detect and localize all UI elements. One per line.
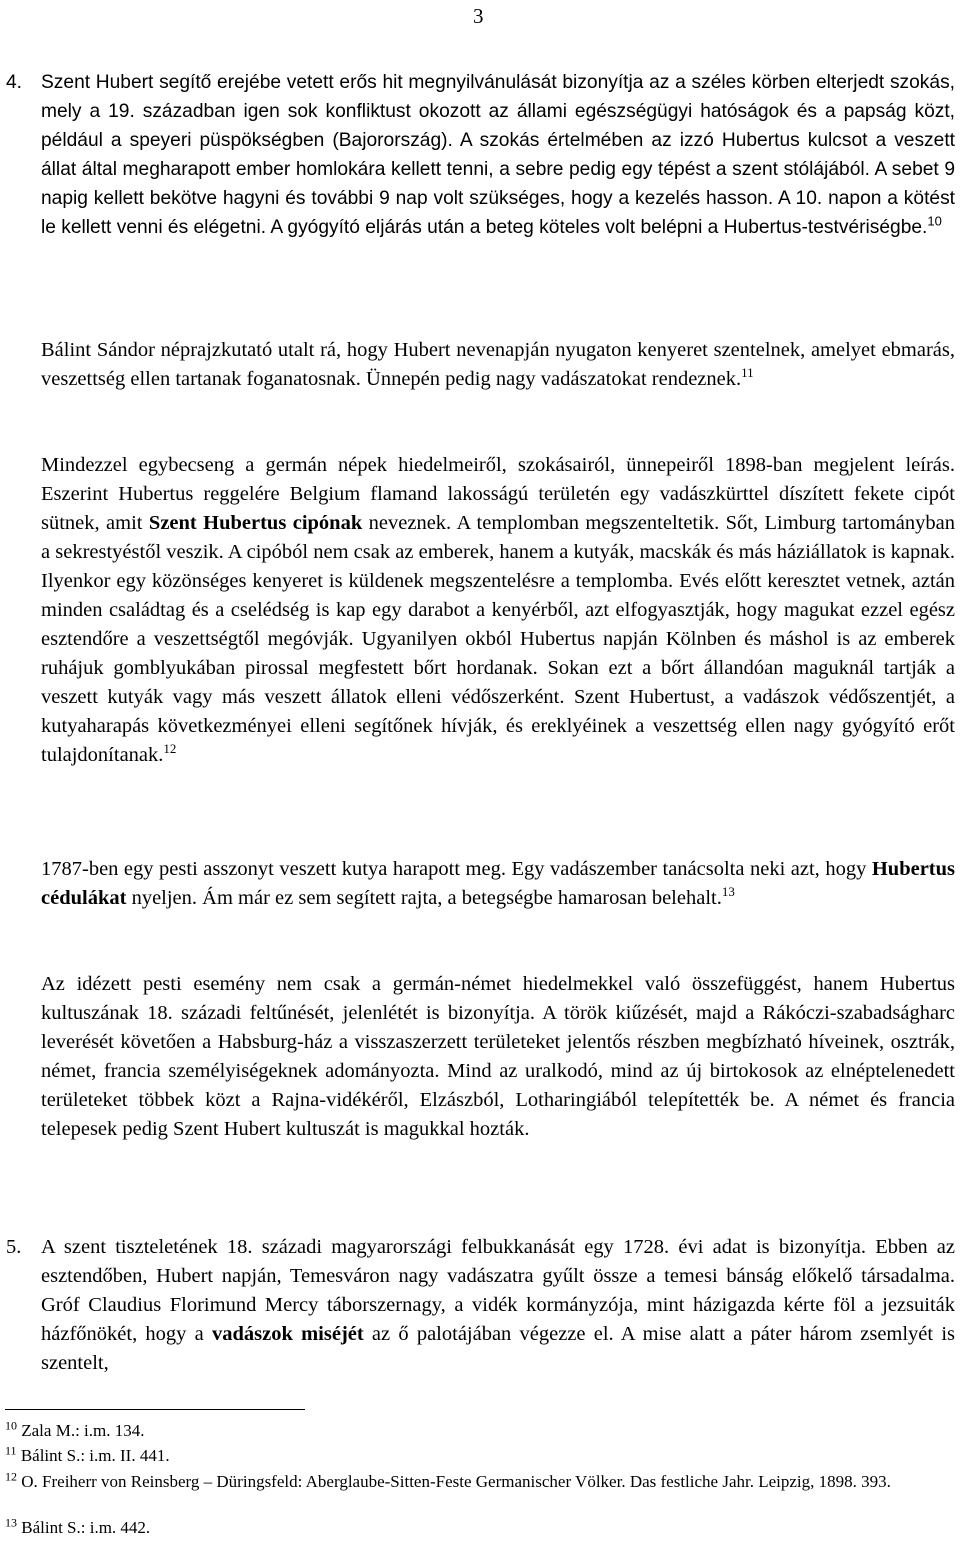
- footnote-12: [5, 1471, 955, 1493]
- paragraph-pest-event: [41, 970, 955, 1144]
- bold-term-vadaszok-miseje: vadászok miséjét: [211, 1323, 364, 1345]
- paragraph-item-5: [41, 1233, 955, 1378]
- paragraph-1787: [41, 855, 955, 913]
- footnote-ref-12: 12: [163, 741, 177, 757]
- paragraph-text: Szent Hubert segítő erejébe vetett erős hit megnyilvánulását bizonyítja az a széles körben elterjedt szokás, mely a 19. században igen sok konfliktust okozott az állami egészségügyi hatóságok és a papság közt, például a speyeri püspökségben (Bajorország). A szokás értelmében az izzó Hubertus kulcsot a veszett állat által megharapott ember homlokára kellett tenni, a sebre pedig egy tépést a szent stólájából. A sebet 9 napig kellett bekötve hagyni és további 9 nap volt szükséges, hogy a kezelés hasson. A 10. napon a kötést le kellett venni és elégetni. A gyógyító eljárás után a beteg köteles volt belépni a Hubertus-testvériségbe.: [41, 72, 955, 238]
- list-number-4: 4.: [6, 72, 23, 93]
- footnote-text: Bálint S.: i.m. 442.: [21, 1518, 151, 1537]
- footnote-separator: [5, 1409, 305, 1410]
- paragraph-balint: [41, 336, 955, 394]
- footnote-11: [5, 1445, 955, 1467]
- footnote-text: Bálint S.: i.m. II. 441.: [20, 1446, 170, 1465]
- paragraph-text: nyeljen. Ám már ez sem segített rajta, a betegségbe hamarosan belehalt.: [126, 887, 722, 909]
- paragraph-item-4: [41, 68, 955, 242]
- bold-term-hubertus-cedulak: Hubertus cédulákat: [41, 858, 955, 909]
- footnote-ref-10: 10: [927, 213, 942, 229]
- paragraph-text: 1787-ben egy pesti asszonyt veszett kutya harapott meg. Egy vadászember tanácsolta neki azt, hogy: [41, 858, 872, 880]
- footnote-text: O. Freiherr von Reinsberg – Düringsfeld: Aberglaube-Sitten-Feste Germanischer Völker. Das festliche Jahr. Leipzig, 1898. 393.: [21, 1472, 891, 1491]
- footnote-text: Zala M.: i.m. 134.: [21, 1421, 145, 1440]
- footnote-number: 10: [5, 1418, 17, 1433]
- footnote-ref-11: 11: [741, 365, 754, 381]
- footnote-10: [5, 1420, 955, 1442]
- paragraph-text: Az idézett pesti esemény nem csak a germán-német hiedelmekkel való összefüggést, hanem Hubertus kultuszának 18. századi feltűnését, jelenlétét is bizonyítja. A török kiűzését, majd a Rákóczi-szabadságharc leverését követően a Habsburg-ház a visszaszerzett területeket jelentős részben megbízható híveinek, osztrák, német, francia személyiségeknek adományozta. Mind az uralkodó, mind az új birtokosok az elnéptelenedett területeket többek közt a Rajna-vidékéről, Elzászból, Lotharingiából telepítették be. A német és francia telepesek pedig Szent Hubert kultuszát is magukkal hozták.: [41, 973, 955, 1140]
- page-number: 3: [473, 4, 484, 28]
- list-number-5: 5.: [6, 1236, 22, 1258]
- footnote-number: 12: [5, 1469, 17, 1484]
- paragraph-text: Bálint Sándor néprajzkutató utalt rá, hogy Hubert nevenapján nyugaton kenyeret szentelnek, amelyet ebmarás, veszettség ellen tartanak foganatosnak. Ünnepén pedig nagy vadászatokat rendeznek.: [41, 339, 955, 390]
- paragraph-text: az ő palotájában végezze el. A mise alatt a páter három zsemlyét is szentelt,: [41, 1323, 956, 1374]
- paragraph-text: neveznek. A templomban megszenteltetik. Sőt, Limburg tartományban a sekrestyéstől veszik. A cipóból nem csak az emberek, hanem a kutyák, macskák és más háziállatok is kapnak. Ilyenkor egy közönséges kenyeret is küldenek megszentelésre a templomba. Evés előtt keresztet vetnek, aztán minden családtag és a cselédség is kap egy darabot a kenyérből, azt elfogyasztják, hogy magukat ezzel egész esztendőre a veszettségtől megóvják. Ugyanilyen okból Hubertus napján Kölnben és máshol is az emberek ruhájuk gomblyukában pirossal megfestett bőrt hordanak. Sokan ezt a bőrt állandóan maguknál tartják a veszett kutyák vagy más veszett állatok elleni védőszerként. Szent Hubertust, a vadászok védőszentjét, a kutyaharapás következményei elleni segítőnek hívják, és ereklyéinek a veszettség ellen nagy gyógyító erőt tulajdonítanak.: [41, 512, 955, 766]
- paragraph-text: A szent tiszteletének 18. századi magyarországi felbukkanását egy 1728. évi adat is bizonyítja. Ebben az esztendőben, Hubert napján, Temesváron nagy vadászatra gyűlt össze a temesi bánság előkelő társadalma. Gróf Claudius Florimund Mercy táborszernagy, a vidék kormányzója, mint házigazda kérte föl a jezsuiták házfőnökét, hogy a: [41, 1236, 955, 1345]
- paragraph-text: Mindezzel egybecseng a germán népek hiedelmeiről, szokásairól, ünnepeiről 1898-ban megjelent leírás. Eszerint Hubertus reggelére Belgium flamand lakosságú területén egy vadászkürttel díszített fekete cipót sütnek, amit: [41, 454, 955, 534]
- footnote-number: 13: [5, 1515, 17, 1530]
- footnote-13: [5, 1517, 955, 1539]
- footnote-number: 11: [5, 1443, 17, 1458]
- footnote-ref-13: 13: [721, 884, 735, 900]
- paragraph-german-customs: [41, 451, 955, 770]
- bold-term-hubertus-cipo: Szent Hubertus cipónak: [148, 512, 363, 534]
